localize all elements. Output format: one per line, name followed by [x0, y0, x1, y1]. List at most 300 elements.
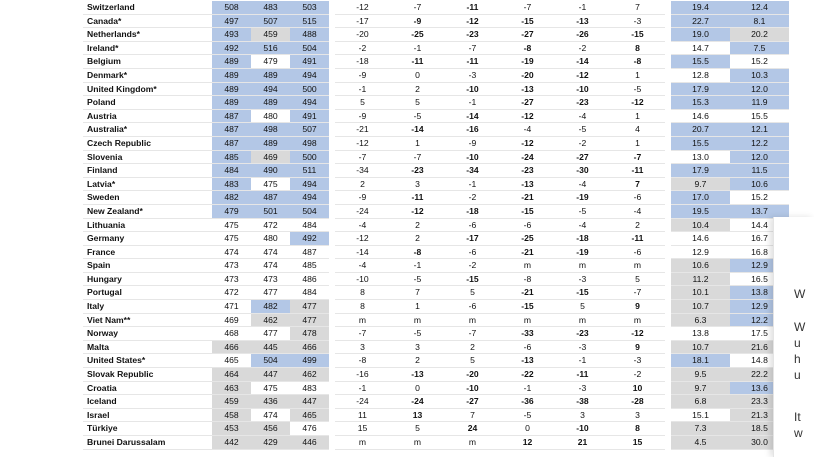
table-cell: -1	[332, 82, 390, 96]
table-cell: 19.0	[668, 28, 730, 42]
table-cell: m	[555, 259, 610, 273]
table-cell: 474	[251, 245, 290, 259]
table-cell: 494	[251, 82, 290, 96]
table-cell: -27	[445, 395, 500, 409]
country-name: Canada*	[83, 14, 212, 28]
table-cell: -36	[500, 395, 555, 409]
table-cell: 487	[212, 136, 251, 150]
table-cell: -5	[500, 408, 555, 422]
table-cell: 462	[251, 313, 290, 327]
table-cell: -33	[500, 327, 555, 341]
table-cell: 2	[445, 340, 500, 354]
table-cell: 30.0	[730, 436, 789, 450]
table-body	[83, 1, 789, 449]
table-cell: -20	[445, 368, 500, 382]
table-cell: 10.7	[668, 340, 730, 354]
table-cell: 476	[290, 422, 332, 436]
table-cell: 504	[290, 41, 332, 55]
table-cell: 9	[610, 300, 668, 314]
country-name: Netherlands*	[83, 28, 212, 42]
table-cell: 20.2	[730, 28, 789, 42]
table-cell: -38	[555, 395, 610, 409]
table-row	[83, 272, 789, 286]
table-cell: 463	[212, 381, 251, 395]
table-cell: 489	[212, 82, 251, 96]
table-cell: -16	[445, 123, 500, 137]
table-cell: -2	[445, 259, 500, 273]
side-panel-text: u	[794, 336, 801, 350]
table-row	[83, 28, 789, 42]
table-cell: -18	[332, 55, 390, 69]
table-cell: 17.0	[668, 191, 730, 205]
table-cell: 497	[212, 14, 251, 28]
table-cell: 511	[290, 164, 332, 178]
table-cell: 484	[290, 218, 332, 232]
table-cell: -12	[445, 14, 500, 28]
table-cell: 487	[251, 191, 290, 205]
table-cell: 9.5	[668, 368, 730, 382]
table-cell: 507	[251, 14, 290, 28]
table-cell: 12.8	[668, 68, 730, 82]
table-cell: -27	[555, 150, 610, 164]
table-cell: 507	[290, 123, 332, 137]
table-cell: 3	[390, 340, 445, 354]
table-cell: 483	[290, 381, 332, 395]
table-cell: -12	[610, 327, 668, 341]
table-cell: 14.7	[668, 41, 730, 55]
table-cell: 17.9	[668, 164, 730, 178]
table-cell: m	[500, 259, 555, 273]
table-cell: -30	[555, 164, 610, 178]
table-cell: 477	[290, 300, 332, 314]
table-cell: -1	[445, 177, 500, 191]
table-cell: 15.2	[730, 55, 789, 69]
table-cell: -9	[332, 109, 390, 123]
table-cell: 5	[555, 300, 610, 314]
table-cell: -2	[332, 41, 390, 55]
table-cell: -8	[500, 41, 555, 55]
table-cell: 500	[290, 82, 332, 96]
side-panel[interactable]	[773, 217, 814, 457]
table-cell: -7	[610, 150, 668, 164]
table-cell: 489	[251, 136, 290, 150]
table-cell: 0	[500, 422, 555, 436]
table-row	[83, 82, 789, 96]
table-row	[83, 164, 789, 178]
table-cell: 2	[390, 232, 445, 246]
country-name: Portugal	[83, 286, 212, 300]
table-cell: -1	[390, 259, 445, 273]
table-cell: -14	[390, 123, 445, 137]
table-cell: 12.9	[730, 259, 789, 273]
table-cell: 501	[251, 204, 290, 218]
table-cell: 473	[212, 272, 251, 286]
table-cell: -12	[555, 68, 610, 82]
country-name: Croatia	[83, 381, 212, 395]
table-cell: 494	[290, 191, 332, 205]
table-cell: -4	[500, 123, 555, 137]
table-cell: 480	[251, 232, 290, 246]
table-cell: -8	[390, 245, 445, 259]
country-name: Hungary	[83, 272, 212, 286]
country-name: Denmark*	[83, 68, 212, 82]
table-cell: -22	[500, 368, 555, 382]
country-name: Malta	[83, 340, 212, 354]
table-cell: 453	[212, 422, 251, 436]
table-cell: -10	[445, 150, 500, 164]
table-cell: 473	[212, 259, 251, 273]
table-cell: -21	[500, 245, 555, 259]
table-cell: 22.2	[730, 368, 789, 382]
table-cell: -13	[500, 354, 555, 368]
table-cell: -24	[390, 395, 445, 409]
table-cell: -15	[555, 286, 610, 300]
table-cell: 1	[390, 300, 445, 314]
table-cell: -34	[332, 164, 390, 178]
table-row	[83, 327, 789, 341]
table-cell: -3	[445, 68, 500, 82]
table-cell: 3	[332, 340, 390, 354]
country-name: Lithuania	[83, 218, 212, 232]
table-cell: 1	[610, 68, 668, 82]
table-cell: -12	[610, 96, 668, 110]
table-cell: 10.7	[668, 300, 730, 314]
table-row	[83, 177, 789, 191]
table-cell: -10	[332, 272, 390, 286]
table-cell: -8	[332, 354, 390, 368]
table-row	[83, 340, 789, 354]
table-cell: -2	[555, 136, 610, 150]
table-cell: -12	[332, 136, 390, 150]
table-cell: 15.2	[730, 191, 789, 205]
table-cell: 8	[332, 286, 390, 300]
side-panel-text: h	[794, 352, 801, 366]
table-cell: 2	[332, 177, 390, 191]
side-panel-text: W	[794, 287, 806, 301]
table-cell: 15	[610, 436, 668, 450]
table-cell: 491	[290, 55, 332, 69]
table-cell: 11.9	[730, 96, 789, 110]
table-cell: 445	[251, 340, 290, 354]
table-cell: 477	[251, 327, 290, 341]
table-row	[83, 191, 789, 205]
table-cell: -15	[500, 204, 555, 218]
table-cell: 500	[290, 150, 332, 164]
table-cell: -7	[500, 1, 555, 14]
table-cell: -3	[610, 14, 668, 28]
table-cell: -4	[332, 218, 390, 232]
table-cell: 484	[290, 286, 332, 300]
table-cell: 5	[610, 272, 668, 286]
table-cell: 21.6	[730, 340, 789, 354]
table-cell: -5	[390, 327, 445, 341]
table-cell: -4	[610, 204, 668, 218]
table-cell: -13	[500, 177, 555, 191]
table-cell: m	[555, 313, 610, 327]
table-cell: 492	[212, 41, 251, 55]
table-cell: 465	[212, 354, 251, 368]
table-cell: 475	[251, 381, 290, 395]
table-cell: 485	[290, 259, 332, 273]
table-cell: 504	[290, 204, 332, 218]
table-cell: -15	[500, 14, 555, 28]
table-cell: 3	[610, 408, 668, 422]
country-name: United Kingdom*	[83, 82, 212, 96]
table-cell: -12	[500, 136, 555, 150]
table-cell: -20	[500, 68, 555, 82]
table-row	[83, 395, 789, 409]
table-cell: -28	[610, 395, 668, 409]
table-row	[83, 55, 789, 69]
table-row	[83, 1, 789, 14]
table-cell: -6	[500, 218, 555, 232]
table-cell: -17	[445, 232, 500, 246]
table-row	[83, 368, 789, 382]
pisa-results-table	[83, 1, 789, 450]
table-cell: -12	[390, 204, 445, 218]
table-cell: -11	[445, 1, 500, 14]
table-cell: 7	[390, 286, 445, 300]
table-cell: -10	[555, 82, 610, 96]
table-cell: -6	[500, 340, 555, 354]
table-cell: 487	[290, 245, 332, 259]
table-cell: 1	[390, 136, 445, 150]
table-row	[83, 123, 789, 137]
table-row	[83, 204, 789, 218]
table-cell: 485	[212, 150, 251, 164]
table-cell: -9	[445, 136, 500, 150]
table-cell: 3	[555, 408, 610, 422]
table-cell: 14.8	[730, 354, 789, 368]
table-cell: -18	[445, 204, 500, 218]
table-cell: 18.1	[668, 354, 730, 368]
table-cell: 458	[212, 408, 251, 422]
table-row	[83, 136, 789, 150]
table-cell: -6	[610, 245, 668, 259]
table-row	[83, 300, 789, 314]
table-cell: 489	[251, 68, 290, 82]
country-name: Czech Republic	[83, 136, 212, 150]
table-row	[83, 14, 789, 28]
table-cell: -21	[500, 191, 555, 205]
table-cell: -15	[445, 272, 500, 286]
table-cell: 436	[251, 395, 290, 409]
table-cell: 19.4	[668, 1, 730, 14]
table-cell: 24	[445, 422, 500, 436]
side-panel-text: It	[794, 410, 801, 424]
table-cell: 503	[290, 1, 332, 14]
side-panel-text: W	[794, 320, 806, 334]
table-cell: -10	[445, 381, 500, 395]
table-row	[83, 313, 789, 327]
table-cell: 475	[212, 218, 251, 232]
table-cell: 9.7	[668, 381, 730, 395]
table-cell: -19	[555, 245, 610, 259]
table-cell: 8	[610, 41, 668, 55]
table-cell: -2	[445, 191, 500, 205]
table-cell: -9	[332, 191, 390, 205]
table-cell: 2	[610, 218, 668, 232]
table-cell: 12.2	[730, 136, 789, 150]
table-cell: -11	[390, 55, 445, 69]
table-cell: -4	[555, 109, 610, 123]
table-cell: 10.1	[668, 286, 730, 300]
country-name: Sweden	[83, 191, 212, 205]
table-cell: 469	[212, 313, 251, 327]
table-cell: -3	[555, 272, 610, 286]
table-cell: -7	[445, 41, 500, 55]
table-cell: 14.4	[730, 218, 789, 232]
country-name: Latvia*	[83, 177, 212, 191]
country-name: Australia*	[83, 123, 212, 137]
table-cell: m	[332, 313, 390, 327]
table-cell: -23	[390, 164, 445, 178]
country-name: Viet Nam**	[83, 313, 212, 327]
table-cell: 472	[251, 218, 290, 232]
table-cell: 7.5	[730, 41, 789, 55]
table-row	[83, 68, 789, 82]
table-cell: -25	[500, 232, 555, 246]
table-cell: -11	[390, 191, 445, 205]
table-cell: -1	[555, 354, 610, 368]
table-cell: -5	[390, 109, 445, 123]
country-name: Brunei Darussalam	[83, 436, 212, 450]
table-cell: 494	[290, 68, 332, 82]
table-cell: -1	[500, 381, 555, 395]
table-row	[83, 286, 789, 300]
table-cell: -19	[555, 191, 610, 205]
country-name: Iceland	[83, 395, 212, 409]
table-cell: 1	[610, 109, 668, 123]
table-cell: 487	[212, 123, 251, 137]
table-cell: 16.8	[730, 245, 789, 259]
table-cell: -10	[445, 82, 500, 96]
table-cell: 491	[290, 109, 332, 123]
table-cell: 15.1	[668, 408, 730, 422]
table-cell: 2	[390, 82, 445, 96]
table-cell: -6	[445, 218, 500, 232]
table-cell: -4	[555, 177, 610, 191]
table-cell: 494	[290, 177, 332, 191]
table-cell: -27	[500, 96, 555, 110]
table-cell: -4	[555, 218, 610, 232]
table-cell: 0	[390, 68, 445, 82]
table-cell: 474	[251, 408, 290, 422]
table-cell: 10.6	[668, 259, 730, 273]
table-cell: 13.0	[668, 150, 730, 164]
table-cell: -26	[555, 28, 610, 42]
table-cell: 20.7	[668, 123, 730, 137]
country-name: Israel	[83, 408, 212, 422]
table-row	[83, 422, 789, 436]
table-cell: -6	[610, 191, 668, 205]
table-cell: 23.3	[730, 395, 789, 409]
table-cell: 475	[212, 232, 251, 246]
table-cell: 15.5	[668, 136, 730, 150]
table-cell: 5	[445, 354, 500, 368]
table-cell: 5	[332, 96, 390, 110]
table-cell: -7	[332, 150, 390, 164]
table-cell: -7	[332, 327, 390, 341]
table-cell: 474	[251, 259, 290, 273]
table-cell: 473	[251, 272, 290, 286]
table-cell: 10.3	[730, 68, 789, 82]
table-cell: -23	[555, 327, 610, 341]
table-cell: -6	[445, 245, 500, 259]
table-cell: 15.5	[730, 109, 789, 123]
table-cell: -19	[500, 55, 555, 69]
country-name: Austria	[83, 109, 212, 123]
table-cell: 7.3	[668, 422, 730, 436]
table-cell: 21	[555, 436, 610, 450]
table-cell: 456	[251, 422, 290, 436]
table-cell: 12.9	[668, 245, 730, 259]
table-cell: 471	[212, 300, 251, 314]
table-cell: -10	[555, 422, 610, 436]
table-cell: -1	[445, 96, 500, 110]
table-cell: 12.0	[730, 150, 789, 164]
table-cell: 508	[212, 1, 251, 14]
table-cell: m	[445, 436, 500, 450]
table-cell: 469	[251, 150, 290, 164]
table-cell: 489	[212, 96, 251, 110]
table-cell: 487	[212, 109, 251, 123]
side-panel-text: w	[794, 426, 803, 440]
table-cell: -23	[500, 164, 555, 178]
country-name: Germany	[83, 232, 212, 246]
table-cell: -21	[332, 123, 390, 137]
table-cell: 2	[390, 354, 445, 368]
table-cell: 13.7	[730, 204, 789, 218]
table-cell: -9	[332, 68, 390, 82]
table-cell: 475	[251, 177, 290, 191]
table-cell: 9	[610, 340, 668, 354]
table-cell: 10	[610, 381, 668, 395]
table-row	[83, 436, 789, 450]
table-cell: 0	[390, 381, 445, 395]
table-cell: 489	[212, 68, 251, 82]
table-cell: 9.7	[668, 177, 730, 191]
table-cell: 21.3	[730, 408, 789, 422]
table-cell: 442	[212, 436, 251, 450]
table-cell: 479	[251, 55, 290, 69]
table-cell: 489	[251, 96, 290, 110]
country-name: Ireland*	[83, 41, 212, 55]
table-cell: 13.8	[730, 286, 789, 300]
table-cell: -3	[555, 340, 610, 354]
table-cell: -15	[500, 300, 555, 314]
table-row	[83, 109, 789, 123]
table-cell: 466	[290, 340, 332, 354]
table-row	[83, 41, 789, 55]
table-cell: 446	[290, 436, 332, 450]
table-cell: 12.0	[730, 82, 789, 96]
table-cell: -1	[390, 41, 445, 55]
table-cell: 472	[212, 286, 251, 300]
table-cell: -20	[332, 28, 390, 42]
table-cell: 10.6	[730, 177, 789, 191]
table-cell: -25	[390, 28, 445, 42]
table-cell: 5	[390, 422, 445, 436]
table-cell: -8	[500, 272, 555, 286]
table-cell: -7	[445, 327, 500, 341]
table-cell: 515	[290, 14, 332, 28]
table-cell: 2	[390, 218, 445, 232]
table-cell: -15	[610, 28, 668, 42]
table-cell: 17.9	[668, 82, 730, 96]
table-cell: 489	[212, 55, 251, 69]
country-name: Switzerland	[83, 1, 212, 14]
